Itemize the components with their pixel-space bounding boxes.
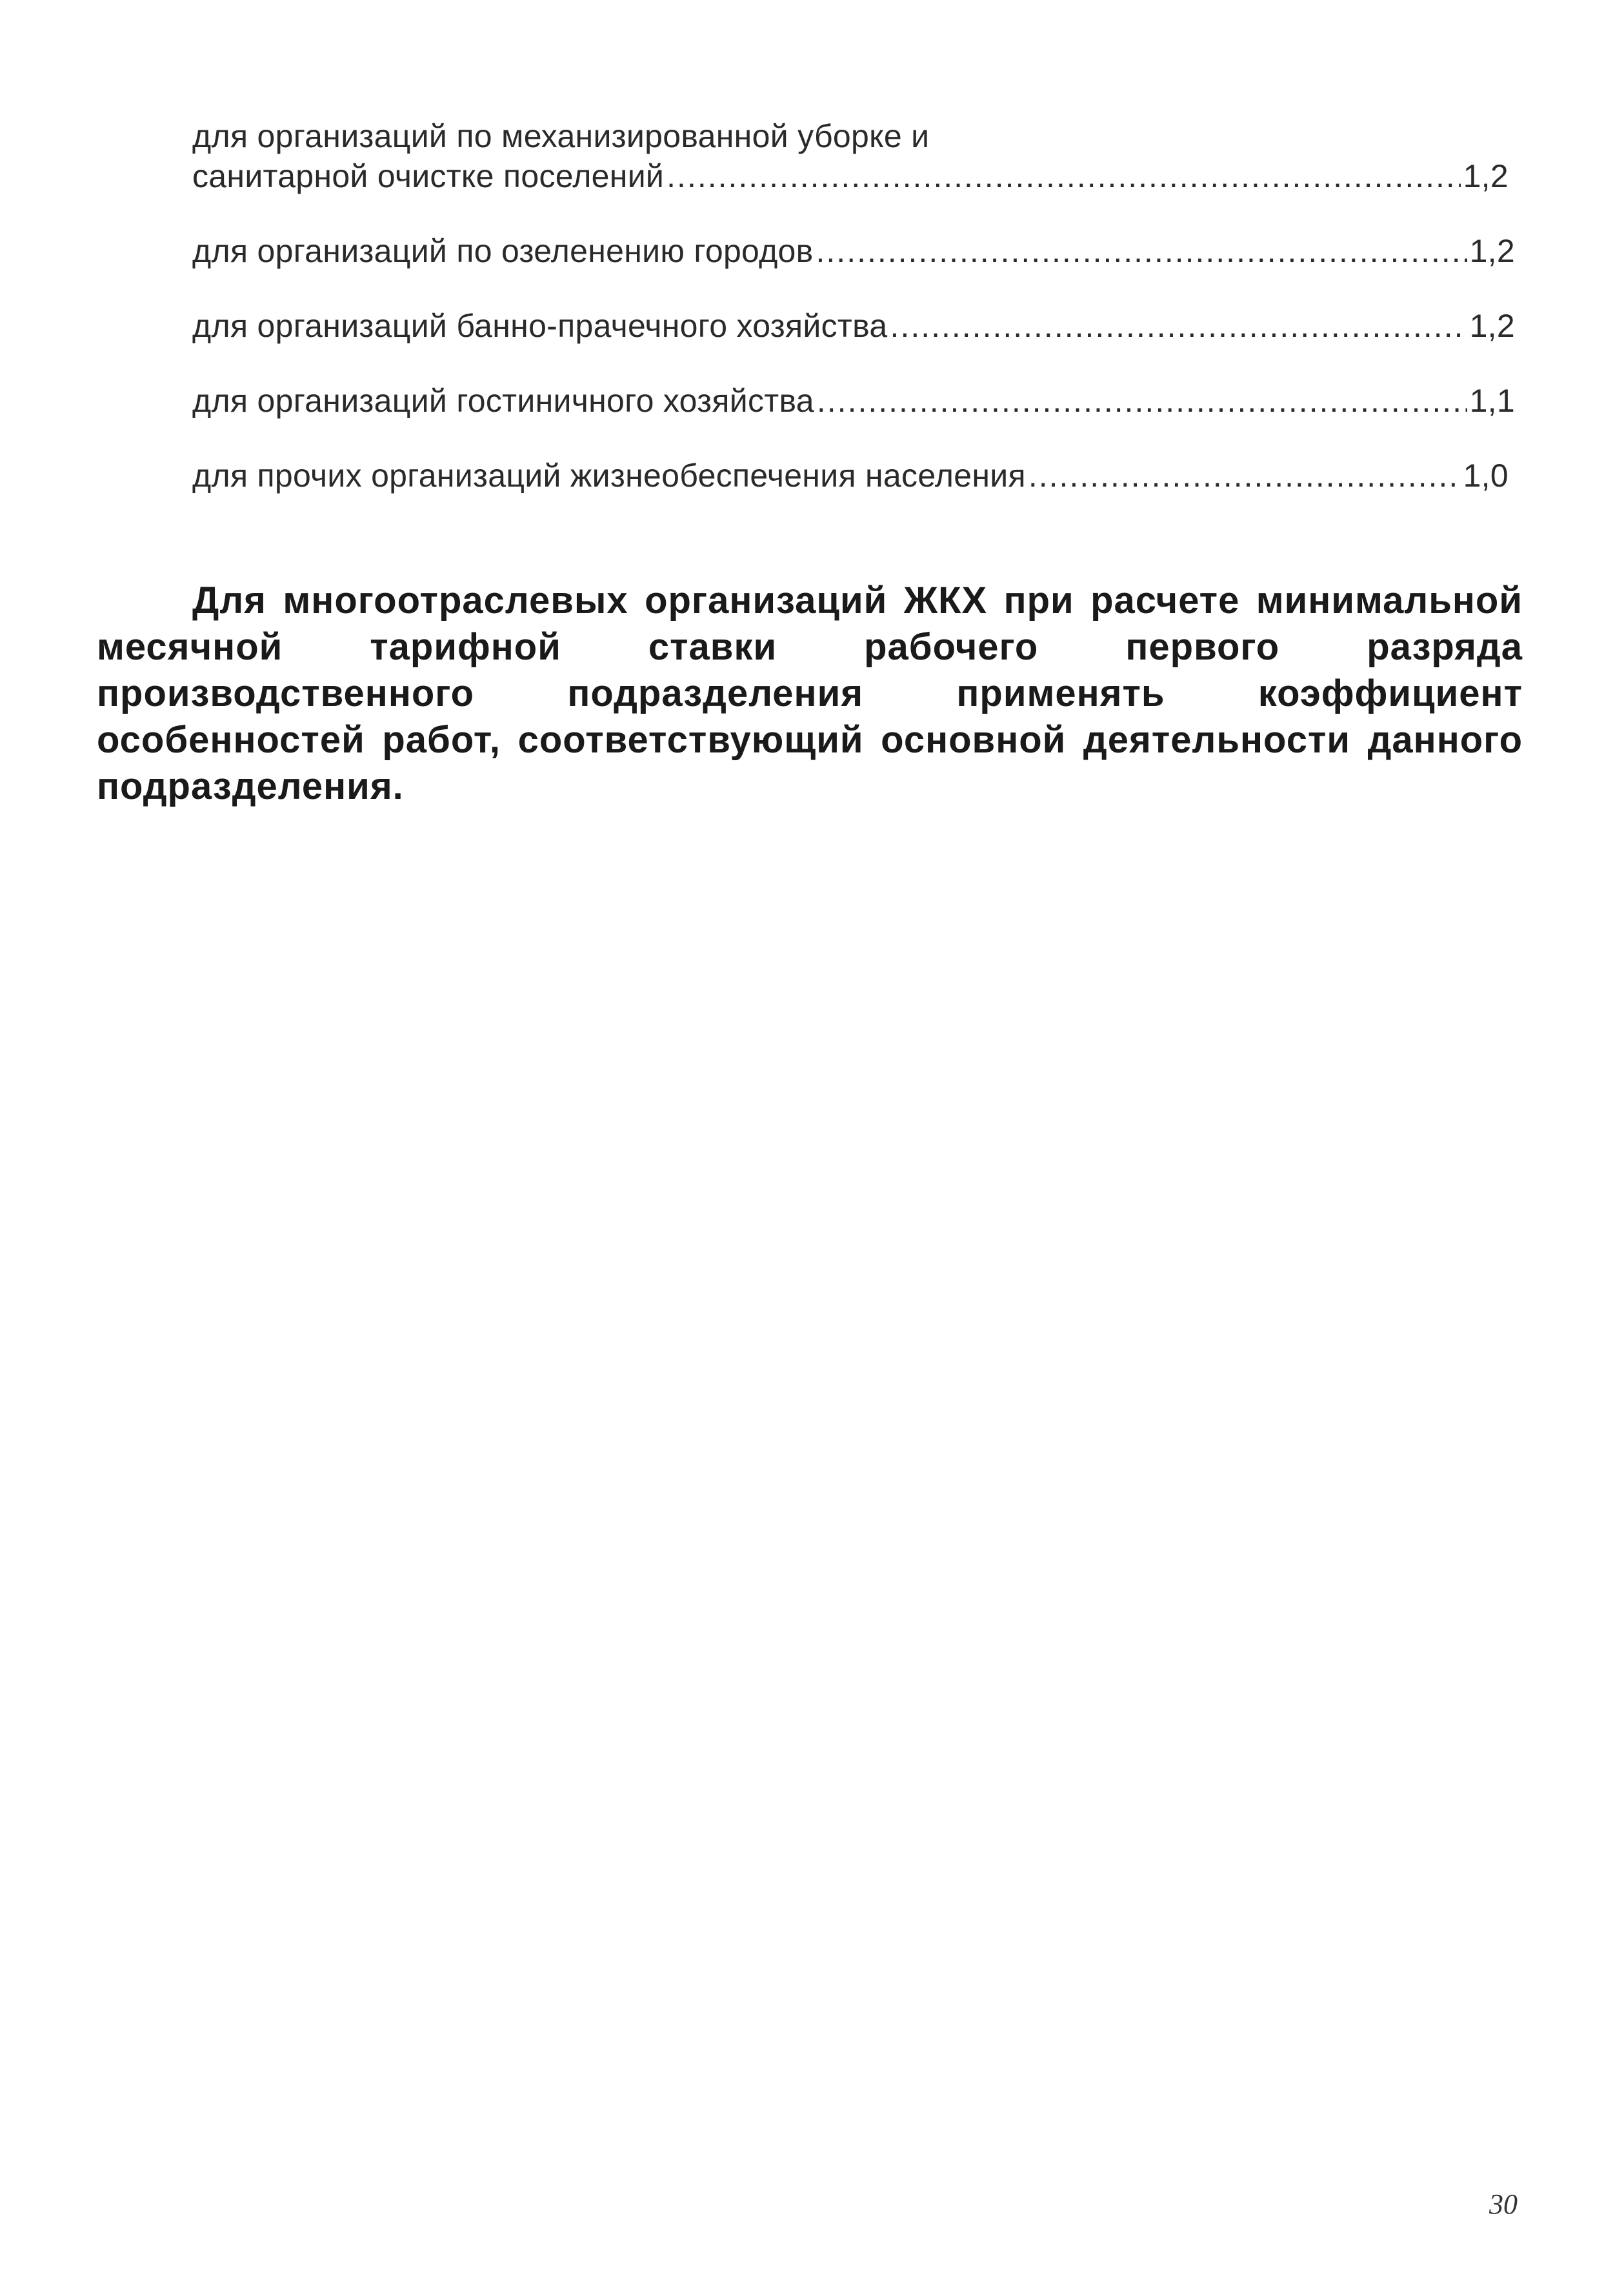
coefficient-row — [192, 231, 1515, 271]
coefficient-item-landscaping — [192, 231, 1521, 271]
coefficient-item-other — [192, 456, 1521, 496]
coefficient-value: 1,2 — [1463, 158, 1509, 194]
coefficient-row — [192, 456, 1509, 496]
dot-leader — [816, 231, 1467, 271]
coefficient-row — [192, 306, 1515, 346]
coefficient-value: 1,0 — [1463, 458, 1509, 494]
coefficient-label: для организаций по озеленению городов — [192, 233, 814, 269]
coefficient-label: для организаций гостиничного хозяйства — [192, 383, 814, 419]
coefficient-row — [192, 156, 1509, 196]
coefficient-label-line1: для организаций по механизированной уборке и — [192, 118, 930, 154]
multi-sector-note-paragraph: Для многоотраслевых организаций ЖКХ при расчете минимальной месячной тарифной ставки рабочего первого разряда производственного подразделения применять коэффициент особенностей работ, соответствующий основной деятельности данного подразделения. — [97, 580, 1523, 807]
coefficient-label: для прочих организаций жизнеобеспечения населения — [192, 458, 1026, 494]
dot-leader — [817, 381, 1467, 421]
coefficient-list — [192, 116, 1521, 530]
coefficient-label: для организаций банно-прачечного хозяйства — [192, 308, 888, 344]
dot-leader — [890, 306, 1467, 346]
dot-leader — [667, 156, 1460, 196]
coefficient-value: 1,2 — [1469, 308, 1515, 344]
coefficient-value: 1,1 — [1469, 383, 1515, 419]
dot-leader — [1028, 456, 1461, 496]
coefficient-value: 1,2 — [1469, 233, 1515, 269]
coefficient-item-hotel — [192, 381, 1521, 421]
coefficient-item-bath-laundry — [192, 306, 1521, 346]
coefficient-item-sanitation — [192, 116, 1521, 196]
page-number: 30 — [1489, 2188, 1518, 2220]
coefficient-row — [192, 381, 1515, 421]
coefficient-label: санитарной очистке поселений — [192, 158, 665, 194]
